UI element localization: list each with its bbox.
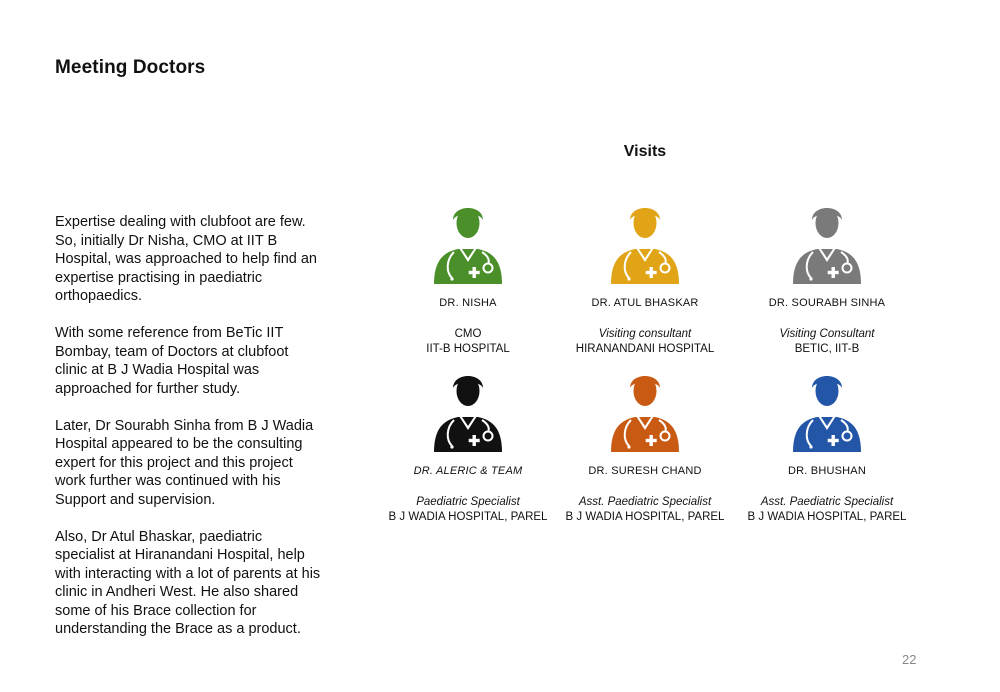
page-title: Meeting Doctors bbox=[55, 57, 206, 78]
doctor-name: DR. SOURABH SINHA bbox=[768, 297, 886, 309]
page-number: 22 bbox=[902, 652, 917, 667]
doctor-role: Visiting consultant bbox=[598, 328, 692, 340]
doctor-card-aleric-team bbox=[378, 366, 558, 525]
doctor-icon bbox=[609, 198, 681, 284]
paragraph-hiranandani: Also, Dr Atul Bhaskar, paediatric specialist at Hiranandani Hospital, help with interacting with a lot of parents at his clinic in Andheri West. He also shared some of his Brace collection for understanding the Brace as a product. bbox=[55, 528, 321, 637]
doctor-name: DR. NISHA bbox=[439, 297, 497, 309]
doctor-card-sourabh-sinha bbox=[737, 198, 917, 357]
doctor-organization: HIRANANDANI HOSPITAL bbox=[575, 343, 715, 355]
doctor-name: DR. SURESH CHAND bbox=[588, 465, 702, 477]
doctor-role: Visiting Consultant bbox=[779, 328, 875, 340]
doctor-card-atul-bhaskar bbox=[555, 198, 735, 357]
doctor-card-suresh-chand bbox=[555, 366, 735, 525]
doctor-organization: B J WADIA HOSPITAL, PAREL bbox=[747, 511, 907, 523]
doctor-icon bbox=[791, 366, 863, 452]
doctor-name: DR. BHUSHAN bbox=[788, 465, 866, 477]
doctor-icon bbox=[432, 366, 504, 452]
paragraph-initial-contact: Expertise dealing with clubfoot are few. So, initially Dr Nisha, CMO at IIT B Hospital, was approached to help find an expertise practising in paediatric orthopaedics. bbox=[55, 214, 317, 304]
doctor-card-nisha bbox=[378, 198, 558, 357]
doctor-organization: B J WADIA HOSPITAL, PAREL bbox=[565, 511, 725, 523]
doctor-icon bbox=[609, 366, 681, 452]
doctor-name: DR. ATUL BHASKAR bbox=[591, 297, 699, 309]
doctor-organization: IIT-B HOSPITAL bbox=[426, 343, 510, 355]
doctor-role: Paediatric Specialist bbox=[416, 496, 520, 508]
doctor-role: Asst. Paediatric Specialist bbox=[578, 496, 712, 508]
doctor-organization: B J WADIA HOSPITAL, PAREL bbox=[388, 511, 548, 523]
doctor-role: Asst. Paediatric Specialist bbox=[760, 496, 894, 508]
doctor-name: DR. ALERIC & TEAM bbox=[413, 465, 523, 477]
doctor-role: CMO bbox=[454, 328, 482, 340]
paragraph-betic-reference: With some reference from BeTic IIT Bombay, team of Doctors at clubfoot clinic at B J Wadia Hospital was approached for further study. bbox=[55, 325, 289, 397]
doctor-icon bbox=[432, 198, 504, 284]
doctor-organization: BETIC, IIT-B bbox=[794, 343, 860, 355]
doctor-icon bbox=[791, 198, 863, 284]
paragraph-consulting-expert: Later, Dr Sourabh Sinha from B J Wadia Hospital appeared to be the consulting expert for this project and this project work further was continued with his Support and supervision. bbox=[55, 417, 314, 508]
body-text bbox=[55, 213, 323, 657]
visits-title: Visits bbox=[623, 143, 667, 160]
doctor-card-bhushan bbox=[737, 366, 917, 525]
